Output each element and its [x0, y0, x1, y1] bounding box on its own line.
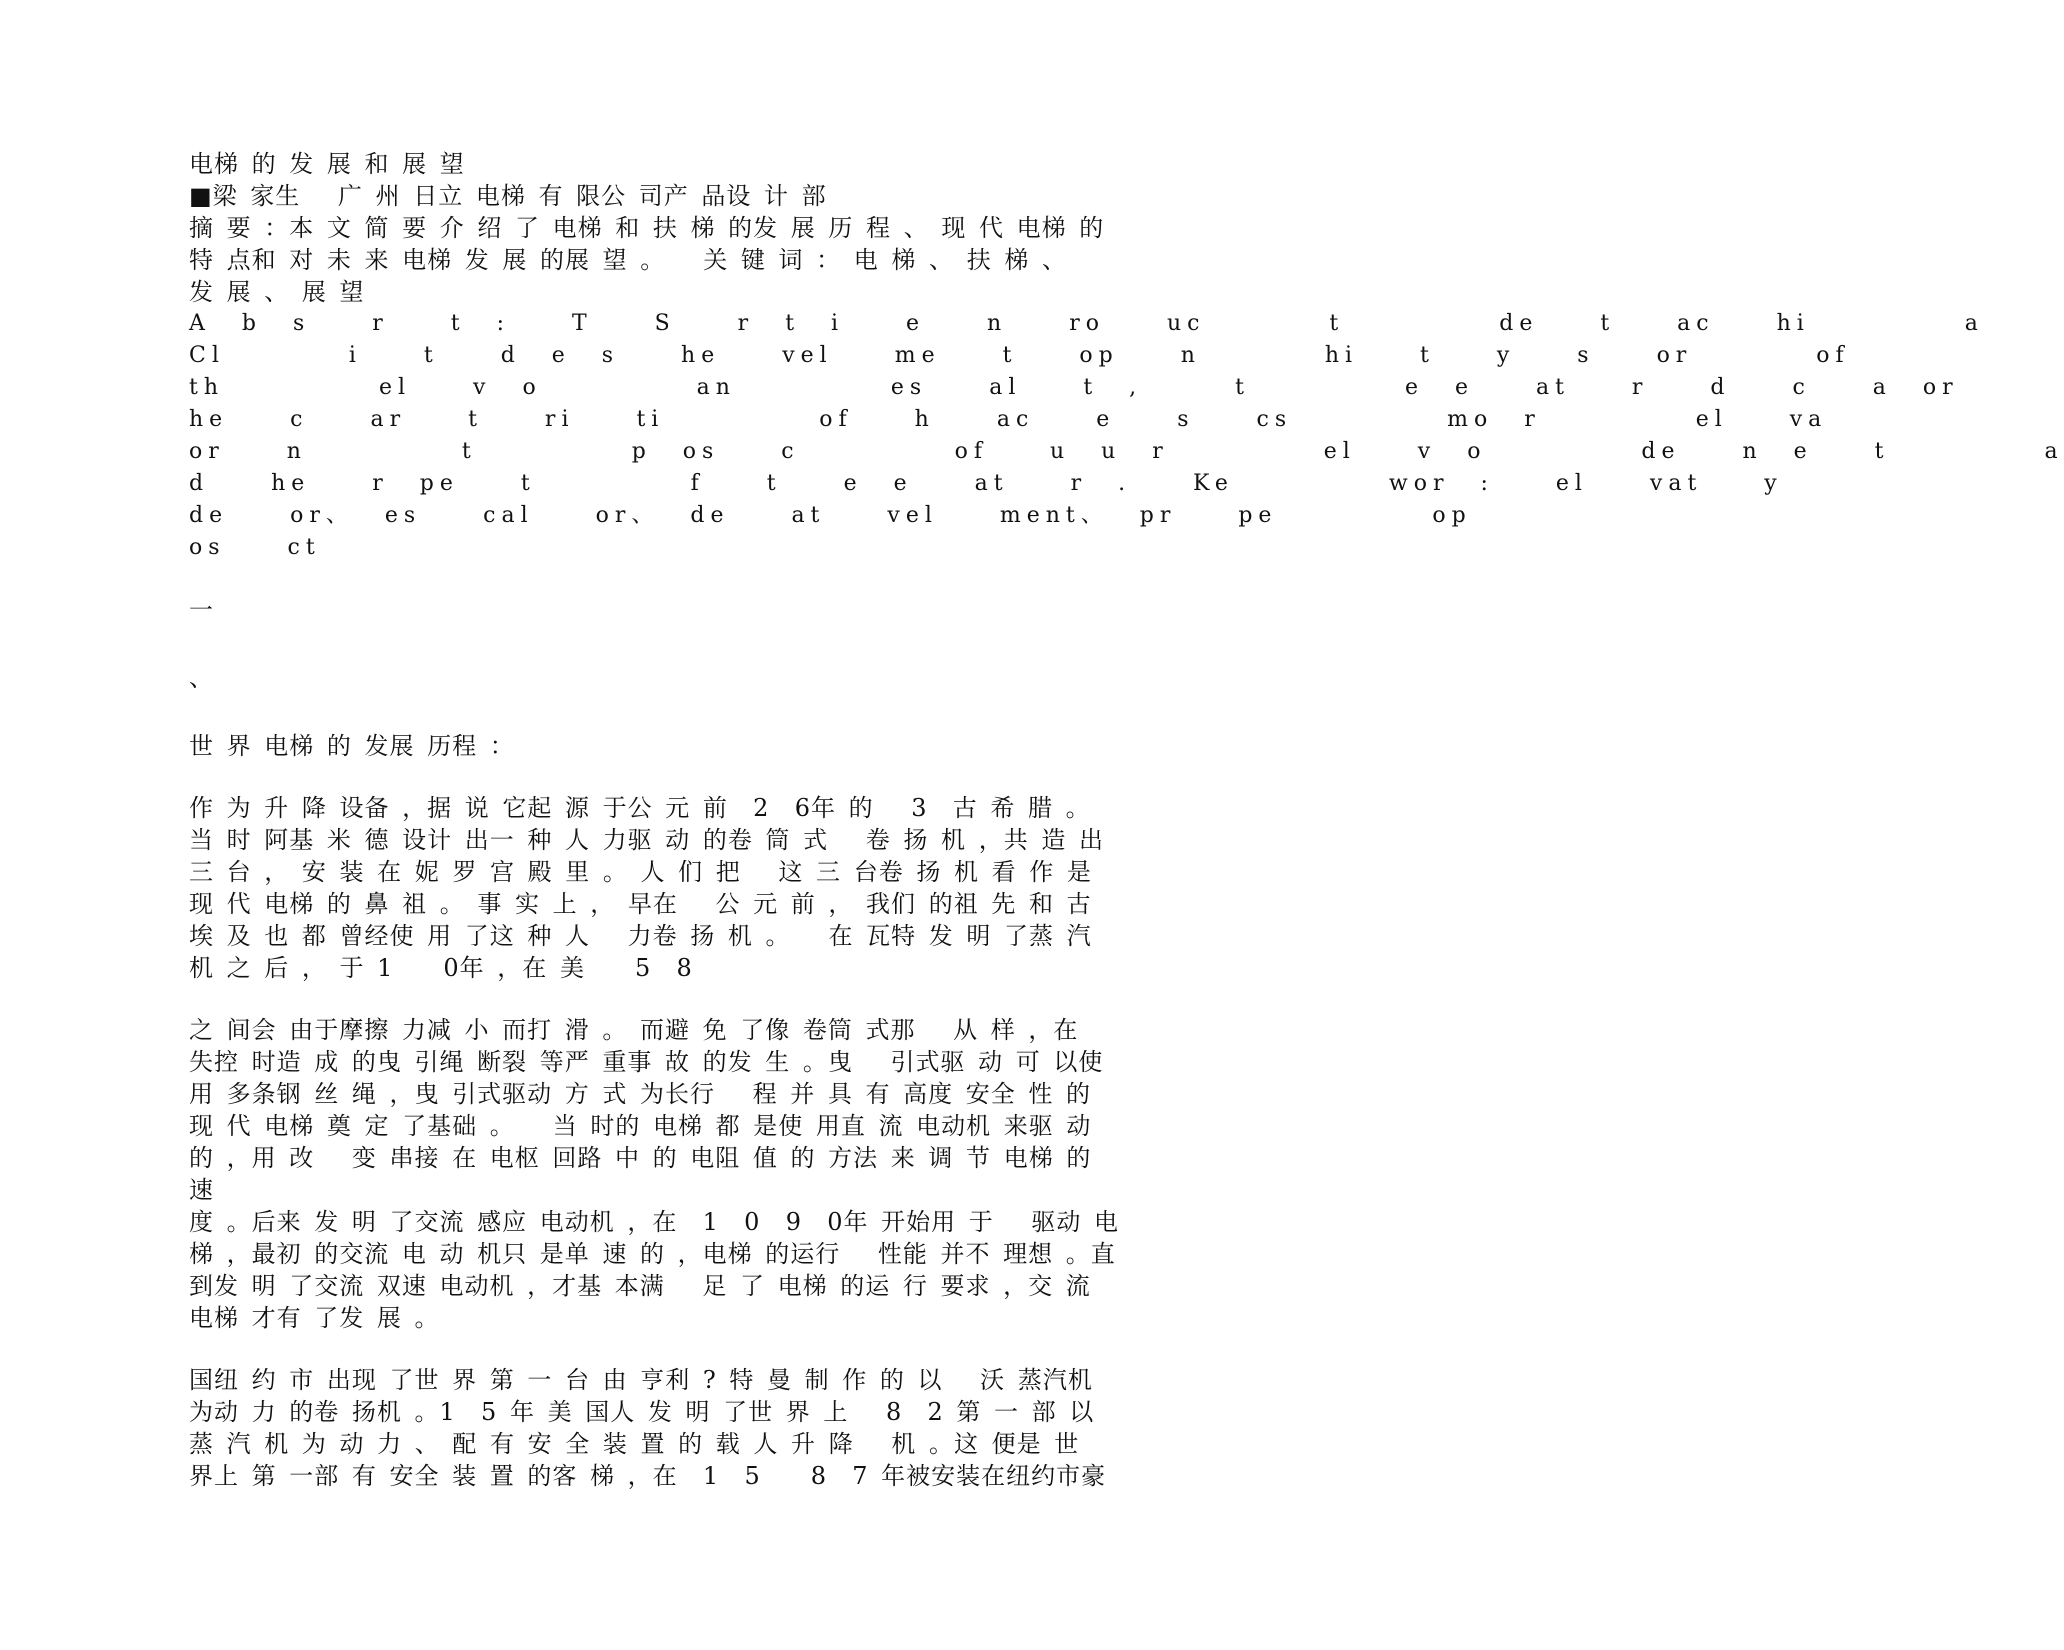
spacer [189, 1334, 1149, 1364]
abstract-en-line: he c ar t ri ti of h ac e s cs mo r el va [189, 407, 1828, 432]
body-line: 现 代 电梯 奠 定 了基础 。 当 时的 电梯 都 是使 用直 流 电动机 来驱 动 [189, 1112, 1092, 1140]
body-line: 作 为 升 降 设备 ，据 说 它起 源 于公 元 前 2 6年 的 3 古 希 腊 。 [189, 794, 1091, 822]
body-line: 机 之 后 ， 于 1 0年 ，在 美 5 8 [189, 954, 693, 982]
body-line: 当 时 阿基 米 德 设计 出一 种 人 力驱 动 的卷 筒 式 卷 扬 机 ，共 造 出 [189, 826, 1104, 854]
body-line: 之 间会 由于摩擦 力减 小 而打 滑 。 而避 免 了像 卷筒 式那 从 样 ，在 [189, 1016, 1079, 1044]
spacer [189, 626, 1149, 662]
document-page [189, 148, 2064, 1492]
document-title: 电梯 的 发 展 和 展 望 [189, 150, 465, 178]
abstract-en-line: d he r pe t f t e e at r . Ke wor : el vat y [189, 471, 1783, 496]
body-line: 度 。后来 发 明 了交流 感应 电动机 ，在 1 0 9 0年 开始用 于 驱动 电 [189, 1208, 1120, 1236]
body-line: 电梯 才有 了发 展 。 [189, 1304, 440, 1332]
abstract-english [189, 308, 2064, 564]
section-heading: 世 界 电梯 的 发展 历程 ： [189, 732, 515, 760]
spacer [189, 984, 1149, 1014]
body-line: 用 多条钢 丝 绳 ，曳 引式驱动 方 式 为长行 程 并 具 有 高度 安全 性 的 [189, 1080, 1092, 1108]
abstract-line: 发 展 、 展 望 [189, 278, 365, 306]
body-line: 界上 第 一部 有 安全 装 置 的客 梯 ，在 1 5 8 7 年被安装在纽约市豪 [189, 1462, 1107, 1490]
body-line: 埃 及 也 都 曾经使 用 了这 种 人 力卷 扬 机 。 在 瓦特 发 明 了蒸 汽 [189, 922, 1092, 950]
abstract-en-line: th el v o an es al t , t e e at r d c a or [189, 375, 1959, 400]
paragraph-history-2 [189, 1014, 1149, 1334]
body-line: 现 代 电梯 的 鼻 祖 。 事 实 上 ， 早在 公 元 前 ， 我们 的祖 先 和 古 [189, 890, 1092, 918]
abstract-en-line: os ct [189, 535, 321, 560]
abstract-en-line: or n t p os c of u u r el v o de n e t a [189, 439, 2064, 464]
spacer [189, 564, 1149, 594]
body-line: 梯 ，最初 的交流 电 动 机只 是单 速 的 ，电梯 的运行 性能 并不 理想 。直 [189, 1240, 1116, 1268]
section-number-mark: 、 [189, 664, 214, 692]
body-line: 到发 明 了交流 双速 电动机 ，才基 本满 足 了 电梯 的运 行 要求 ，交 流 [189, 1272, 1091, 1300]
abstract-en-line: de or、 es cal or、 de at vel ment、 pr pe op [189, 503, 1472, 528]
paragraph-history-3 [189, 1364, 1149, 1492]
body-line: 速 [189, 1176, 214, 1204]
body-line: 为动 力 的卷 扬机 。1 5 年 美 国人 发 明 了世 界 上 8 2 第 一 部 以 [189, 1398, 1095, 1426]
abstract-line: 摘 要 ：本 文 简 要 介 绍 了 电梯 和 扶 梯 的发 展 历 程 、 现 代 电梯 的 [189, 214, 1105, 242]
abstract-en-line: Cl i t d e s he vel me t op n hi t y s or of [189, 343, 1850, 368]
abstract-line: 特 点和 对 未 来 电梯 发 展 的展 望 。 关 键 词 ： 电 梯 、 扶 梯 、 [189, 246, 1067, 274]
author-byline: ■梁 家生 广 州 日立 电梯 有 限公 司产 品设 计 部 [189, 182, 827, 210]
body-line: 的 ，用 改 变 串接 在 电枢 回路 中 的 电阻 值 的 方法 来 调 节 电梯 的 [189, 1144, 1092, 1172]
abstract-chinese [189, 212, 1149, 308]
paragraph-history-1 [189, 792, 1149, 984]
abstract-en-line: A b s r t : T S r t i e n ro uc t de t ac hi a [189, 311, 1984, 336]
body-line: 三 台 ， 安 装 在 妮 罗 宫 殿 里 。 人 们 把 这 三 台卷 扬 机 看 作 是 [189, 858, 1092, 886]
body-line: 国纽 约 市 出现 了世 界 第 一 台 由 亨利 ? 特 曼 制 作 的 以 沃 蒸汽机 [189, 1366, 1093, 1394]
section-number: 一 [189, 596, 214, 624]
spacer [189, 762, 1149, 792]
body-line: 蒸 汽 机 为 动 力 、 配 有 安 全 装 置 的 载 人 升 降 机 。这 便是 世 [189, 1430, 1080, 1458]
body-line: 失控 时造 成 的曳 引绳 断裂 等严 重事 故 的发 生 。曳 引式驱 动 可 以使 [189, 1048, 1104, 1076]
spacer [189, 694, 1149, 730]
